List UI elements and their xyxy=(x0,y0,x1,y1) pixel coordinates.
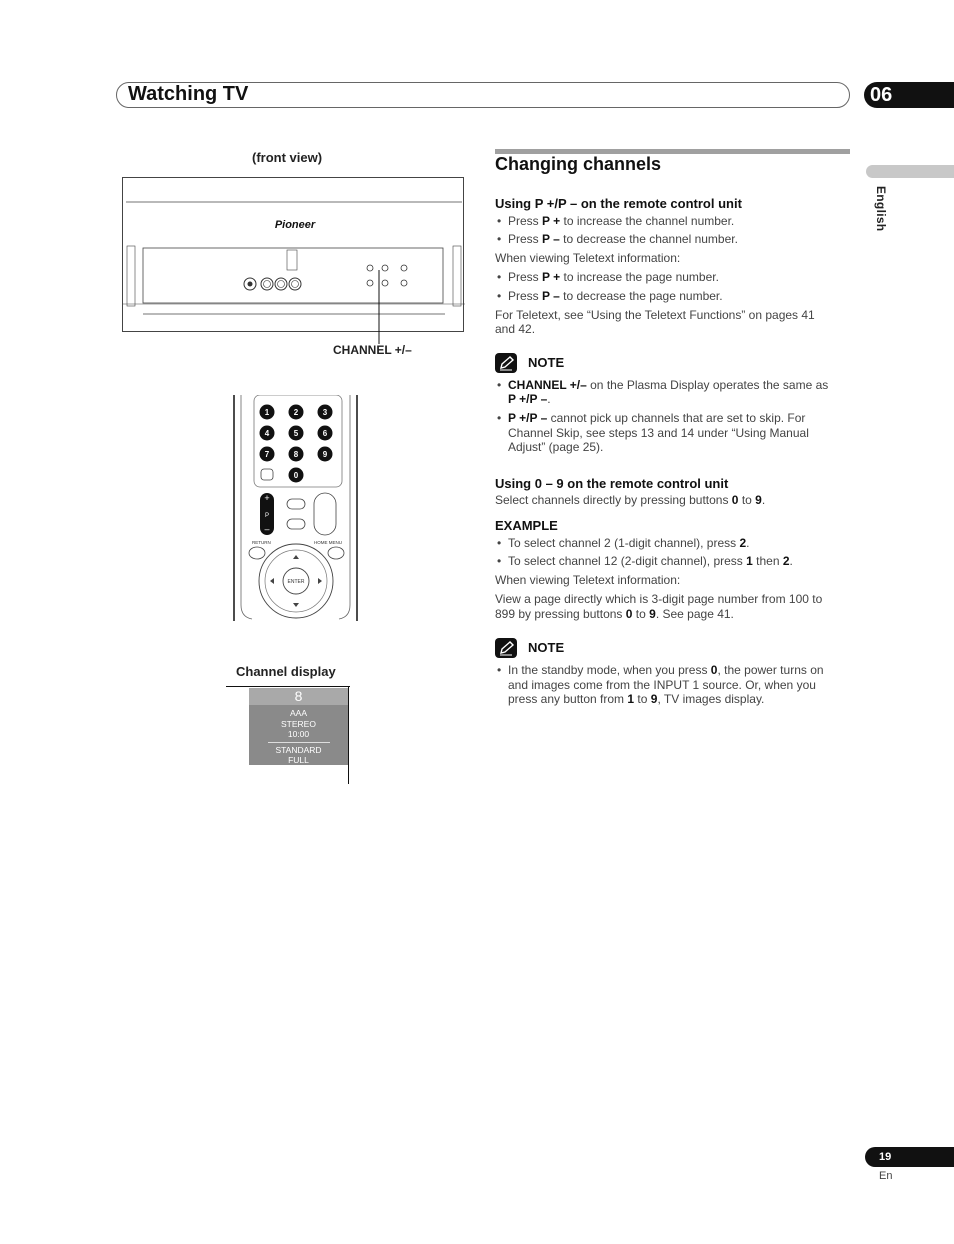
remote-control-illustration xyxy=(232,395,362,623)
note-skip-line1: P +/P – cannot pick up channels that are set to skip. For xyxy=(508,411,806,425)
p-label: P xyxy=(264,513,270,519)
section-title: Changing channels xyxy=(495,154,662,174)
subheading-p-buttons: Using P +/P – on the remote control unit xyxy=(495,196,742,211)
bullet-dot: • xyxy=(497,232,502,246)
osd-line-size: FULL xyxy=(288,755,309,765)
language-tab xyxy=(866,165,954,178)
key-0-label: 0 xyxy=(293,471,299,480)
note-skip-line3: Adjust” (page 25). xyxy=(508,440,604,454)
key-4-label: 4 xyxy=(264,429,270,438)
osd-separator xyxy=(268,742,330,743)
osd-frame-right xyxy=(348,686,349,784)
front-view-caption: (front view) xyxy=(252,150,323,165)
channel-callout-label: CHANNEL +/– xyxy=(333,343,412,357)
osd-line-station: AAA xyxy=(289,708,307,718)
example-heading: EXAMPLE xyxy=(495,518,558,533)
page-title: Watching TV xyxy=(128,83,249,105)
example-view-line2: 899 by pressing buttons 0 to 9. See page 41. xyxy=(495,607,734,621)
direct-select-text: Select channels directly by pressing buttons 0 to 9. xyxy=(495,493,766,507)
note-standby-line3: press any button from 1 to 9, TV images display. xyxy=(508,692,765,706)
osd-line-time: 10:00 xyxy=(287,729,310,739)
tv-front-illustration xyxy=(122,177,464,332)
teletext-reference-line1: For Teletext, see “Using the Teletext Functions” on pages 41 xyxy=(495,308,815,322)
key-8-label: 8 xyxy=(293,450,299,459)
note-channel-line1: CHANNEL +/– on the Plasma Display operates the same as xyxy=(508,378,829,392)
channel-display-caption: Channel display xyxy=(236,664,336,679)
tv-front-drawing xyxy=(123,178,465,333)
example-one-digit: To select channel 2 (1-digit channel), press 2. xyxy=(508,536,750,550)
page-number: 19 xyxy=(865,1147,954,1167)
note-standby-line1: In the standby mode, when you press 0, the power turns on xyxy=(508,663,824,677)
osd-channel-number: 8 xyxy=(249,688,348,705)
key-6-label: 6 xyxy=(322,429,328,438)
key-9-label: 9 xyxy=(322,450,328,459)
key-3-label: 3 xyxy=(322,408,328,417)
pioneer-logo: Pioneer xyxy=(274,219,316,231)
instruction-p-plus-channel: Press P + to increase the channel number. xyxy=(508,214,735,228)
bullet-dot: • xyxy=(497,554,502,568)
channel-osd xyxy=(249,688,348,765)
osd-frame-top xyxy=(226,686,350,687)
teletext-reference-line2: and 42. xyxy=(495,322,536,336)
chapter-badge: 06 xyxy=(864,82,954,108)
bullet-dot: • xyxy=(497,663,502,677)
enter-label: ENTER xyxy=(287,579,305,585)
instruction-p-minus-page: Press P – to decrease the page number. xyxy=(508,289,723,303)
number-keys xyxy=(260,405,333,483)
svg-text:–: – xyxy=(264,524,270,534)
return-button[interactable] xyxy=(249,547,265,559)
example-two-digit: To select channel 12 (2-digit channel), press 1 then 2. xyxy=(508,554,793,568)
instruction-p-plus-page: Press P + to increase the page number. xyxy=(508,270,719,284)
note-channel-line2: P +/P –. xyxy=(508,392,551,406)
note-label: NOTE xyxy=(528,355,565,370)
bullet-dot: • xyxy=(497,270,502,284)
home-menu-button[interactable] xyxy=(328,547,344,559)
note-pencil-icon xyxy=(495,638,517,658)
note-label: NOTE xyxy=(528,640,565,655)
note-standby-line2: and images come from the INPUT 1 source. Or, when you xyxy=(508,678,816,692)
bullet-dot: • xyxy=(497,214,502,228)
key-5-label: 5 xyxy=(293,429,299,438)
svg-text:+: + xyxy=(264,493,270,503)
teletext-intro: When viewing Teletext information: xyxy=(495,251,681,265)
osd-line-mode: STANDARD xyxy=(275,744,322,755)
home-menu-label: HOME MENU xyxy=(314,540,342,545)
key-7-label: 7 xyxy=(264,450,270,459)
return-label: RETURN xyxy=(252,540,271,545)
example-view-line1: View a page directly which is 3-digit page number from 100 to xyxy=(495,592,823,606)
subheading-number-buttons: Using 0 – 9 on the remote control unit xyxy=(495,476,729,491)
bullet-dot: • xyxy=(497,289,502,303)
instruction-p-minus-channel: Press P – to decrease the channel number. xyxy=(508,232,738,246)
key-1-label: 1 xyxy=(264,408,270,417)
language-label: English xyxy=(874,186,888,232)
bullet-dot: • xyxy=(497,411,502,425)
bullet-dot: • xyxy=(497,536,502,550)
bullet-dot: • xyxy=(497,378,502,392)
osd-line-audio: STEREO xyxy=(281,718,316,729)
note-pencil-icon xyxy=(495,353,517,373)
example-teletext-intro: When viewing Teletext information: xyxy=(495,573,681,587)
key-2-label: 2 xyxy=(293,408,299,417)
note-skip-line2: Channel Skip, see steps 13 and 14 under “Using Manual xyxy=(508,426,809,440)
page-language-code: En xyxy=(879,1170,893,1182)
